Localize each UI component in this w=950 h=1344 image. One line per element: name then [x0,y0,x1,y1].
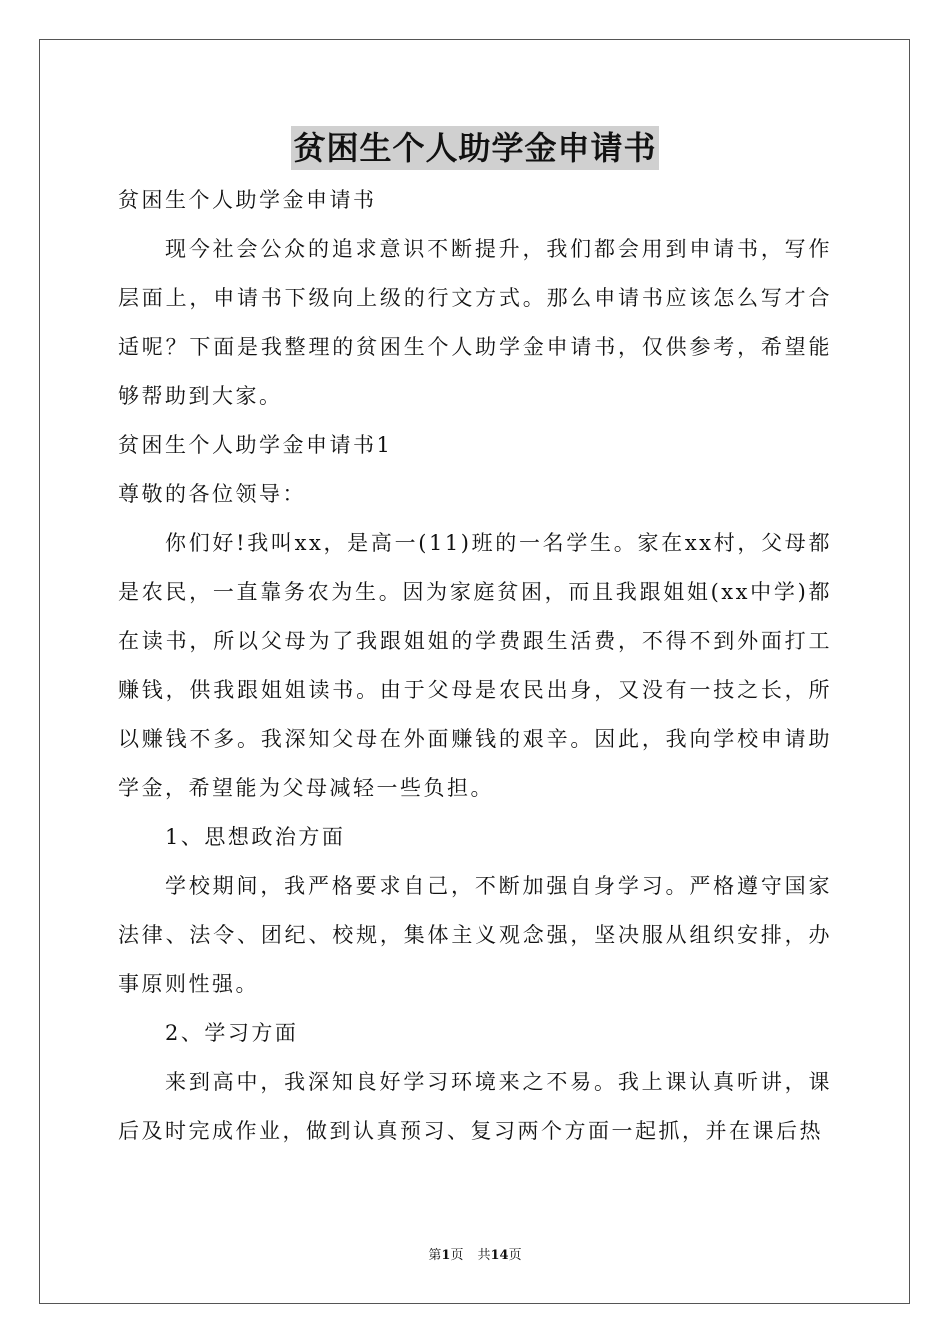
total-prefix: 共 [477,1248,491,1263]
page-current: 1 [441,1248,451,1263]
paragraph-heading-study: 2、学习方面 [165,1021,299,1045]
paragraph-section-heading: 贫困生个人助学金申请书1 [118,433,393,457]
paragraph-heading-ideology: 1、思想政治方面 [165,825,346,849]
paragraph-ideology: 学校期间，我严格要求自己，不断加强自身学习。严格遵守国家法律、法令、团纪、校规，集体主义观念强，坚决服从组织安排，办事原则性强。 [118,874,832,996]
title-container [0,126,950,170]
document-body [118,176,832,1156]
page-suffix: 页 [450,1248,464,1263]
page-total: 14 [490,1248,509,1263]
paragraph-self-introduction: 你们好!我叫xx，是高一(11)班的一名学生。家在xx村，父母都是农民，一直靠务农为生。因为家庭贫困，而且我跟姐姐(xx中学)都在读书，所以父母为了我跟姐姐的学费跟生活费，不得不到外面打工赚钱，供我跟姐姐读书。由于父母是农民出身，又没有一技之长，所以赚钱不多。我深知父母在外面赚钱的艰辛。因此，我向学校申请助学金，希望能为父母减轻一些负担。 [118,531,832,800]
paragraph-subtitle: 贫困生个人助学金申请书 [118,188,377,212]
page-footer [0,1247,950,1265]
total-suffix: 页 [508,1248,522,1263]
paragraph-intro: 现今社会公众的追求意识不断提升，我们都会用到申请书，写作层面上，申请书下级向上级的行文方式。那么申请书应该怎么写才合适呢？下面是我整理的贫困生个人助学金申请书，仅供参考，希望能够帮助到大家。 [118,237,832,408]
paragraph-salutation: 尊敬的各位领导： [118,482,306,506]
page-prefix: 第 [428,1248,442,1263]
paragraph-study: 来到高中，我深知良好学习环境来之不易。我上课认真听讲，课后及时完成作业，做到认真预习、复习两个方面一起抓，并在课后热 [118,1070,832,1143]
document-title: 贫困生个人助学金申请书 [291,126,658,170]
